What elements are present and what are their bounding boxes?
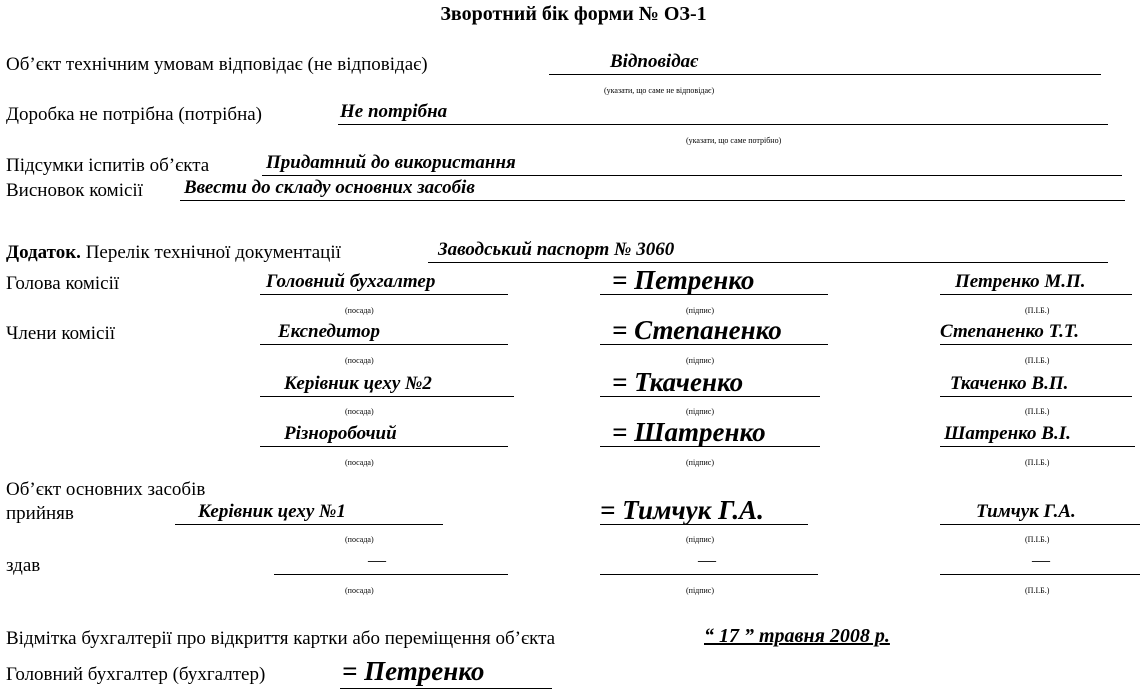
- chief-signature: = Петренко: [342, 656, 485, 686]
- handed-signature-line: [600, 574, 818, 575]
- c2-signature: = Ткаченко: [612, 367, 744, 397]
- c2-position: Керівник цеху №2: [284, 373, 432, 394]
- accepted-signature-cap: (підпис): [686, 535, 715, 544]
- handed-position-line: [274, 574, 508, 575]
- accounting-date: “ 17 ” травня 2008 р.: [704, 625, 890, 647]
- c1-signature-cap: (підпис): [686, 356, 715, 365]
- accepted-name-cap: (П.І.Б.): [1025, 535, 1050, 544]
- c0-name-cap: (П.І.Б.): [1025, 306, 1050, 315]
- chief-signature-line: [340, 688, 552, 689]
- handed-name: —: [1032, 550, 1050, 570]
- c0-position-cap: (посада): [345, 306, 374, 315]
- c3-name: Шатренко В.І.: [944, 423, 1071, 444]
- c2-position-line: [260, 396, 514, 397]
- row2-value: Не потрібна: [340, 101, 448, 122]
- handed-label: здав: [6, 555, 41, 576]
- c2-name: Ткаченко В.П.: [950, 373, 1069, 394]
- chief-label: Головний бухгалтер (бухгалтер): [6, 664, 266, 685]
- c0-signature: = Петренко: [612, 265, 755, 295]
- c2-name-line: [940, 396, 1132, 397]
- accounting-label: Відмітка бухгалтерії про відкриття картки або переміщення об’єкта: [6, 628, 556, 649]
- row5-label: [6, 242, 341, 264]
- c0-signature-cap: (підпис): [686, 306, 715, 315]
- row3-line: [262, 175, 1122, 176]
- c2-signature-cap: (підпис): [686, 407, 715, 416]
- c3-position-line: [260, 446, 508, 447]
- row5-label-text: Перелік технічної документації: [85, 242, 341, 263]
- c1-name-cap: (П.І.Б.): [1025, 356, 1050, 365]
- c3-name-cap: (П.І.Б.): [1025, 458, 1050, 467]
- accepted-label-line2: прийняв: [6, 503, 74, 524]
- accepted-signature: = Тимчук Г.А.: [600, 495, 764, 525]
- c1-signature: = Степаненко: [612, 315, 782, 345]
- c2-name-cap: (П.І.Б.): [1025, 407, 1050, 416]
- accepted-name: Тимчук Г.А.: [976, 501, 1076, 522]
- handed-signature-cap: (підпис): [686, 586, 715, 595]
- c3-position-cap: (посада): [345, 458, 374, 467]
- c0-name-line: [940, 294, 1132, 295]
- row1-line: [549, 74, 1101, 75]
- form-title: Зворотний бік форми № ОЗ-1: [440, 3, 707, 25]
- row3-value: Придатний до використання: [266, 152, 516, 173]
- c1-name: Степаненко Т.Т.: [940, 321, 1079, 342]
- accepted-position: Керівник цеху №1: [198, 501, 346, 522]
- c3-signature: = Шатренко: [612, 417, 766, 447]
- row4-value: Ввести до складу основних засобів: [184, 177, 475, 198]
- row1-hint: (указати, що саме не відповідає): [604, 86, 715, 95]
- head-label: Голова комісії: [6, 273, 120, 294]
- accepted-position-line: [175, 524, 443, 525]
- row2-label: Доробка не потрібна (потрібна): [6, 104, 263, 125]
- row5-line: [428, 262, 1108, 263]
- c0-name: Петренко М.П.: [955, 271, 1086, 292]
- handed-position-cap: (посада): [345, 586, 374, 595]
- c3-signature-cap: (підпис): [686, 458, 715, 467]
- c1-position: Експедитор: [278, 321, 381, 342]
- accepted-name-line: [940, 524, 1140, 525]
- handed-name-cap: (П.І.Б.): [1025, 586, 1050, 595]
- row4-label: Висновок комісії: [6, 180, 143, 201]
- handed-signature: —: [698, 550, 716, 570]
- accepted-position-cap: (посада): [345, 535, 374, 544]
- row1-label: Об’єкт технічним умовам відповідає (не відповідає): [6, 54, 428, 75]
- members-label: Члени комісії: [6, 323, 116, 344]
- c2-position-cap: (посада): [345, 407, 374, 416]
- c0-position-line: [260, 294, 508, 295]
- c3-position: Різноробочий: [284, 423, 397, 444]
- c1-position-line: [260, 344, 508, 345]
- handed-position: —: [368, 550, 386, 570]
- row2-hint: (указати, що саме потрібно): [686, 136, 782, 145]
- row1-value: Відповідає: [610, 51, 699, 72]
- c1-position-cap: (посада): [345, 356, 374, 365]
- c3-name-line: [940, 446, 1135, 447]
- c0-position: Головний бухгалтер: [266, 271, 436, 292]
- c1-name-line: [940, 344, 1132, 345]
- row4-line: [180, 200, 1125, 201]
- row5-value: Заводський паспорт № 3060: [438, 239, 675, 260]
- row3-label: Підсумки іспитів об’єкта: [6, 155, 210, 176]
- row2-line: [338, 124, 1108, 125]
- row5-label-bold: Додаток.: [6, 242, 81, 263]
- handed-name-line: [940, 574, 1140, 575]
- accepted-label-line1: Об’єкт основних засобів: [6, 479, 206, 500]
